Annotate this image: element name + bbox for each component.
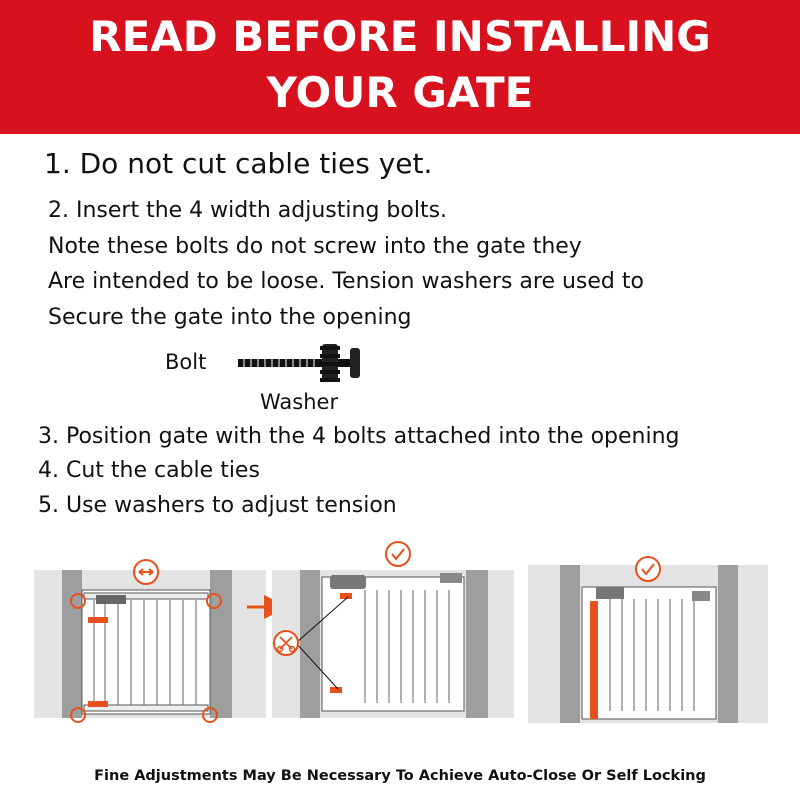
check-icon (636, 557, 660, 581)
step-3-text: 3. Position gate with the 4 bolts attached into the opening (38, 424, 680, 449)
step-1-text: 1. Do not cut cable ties yet. (44, 147, 433, 180)
header-title-line-2: YOUR GATE (266, 68, 534, 117)
step-2-line-2: Note these bolts do not screw into the gate they (48, 234, 582, 259)
washer-label: Washer (260, 390, 339, 414)
step-2-line-4: Secure the gate into the opening (48, 305, 412, 330)
header-banner (0, 0, 800, 134)
bolt-label: Bolt (165, 350, 207, 374)
scissors-icon (274, 631, 298, 655)
header-title-line-1: READ BEFORE INSTALLING (89, 12, 711, 61)
diagram-panel-2 (272, 542, 514, 718)
double-arrow-icon (134, 560, 158, 584)
footer-note: Fine Adjustments May Be Necessary To Achieve Auto-Close Or Self Locking (94, 768, 706, 784)
step-2-line-1: 2. Insert the 4 width adjusting bolts. (48, 198, 448, 223)
step-2-line-3: Are intended to be loose. Tension washers are used to (48, 269, 644, 294)
bolt-icon (236, 338, 366, 388)
diagram-panel-1 (34, 560, 266, 722)
step-5-text: 5. Use washers to adjust tension (38, 493, 397, 518)
step-4-text: 4. Cut the cable ties (38, 458, 260, 483)
installation-diagrams (0, 535, 800, 735)
check-icon (386, 542, 410, 566)
diagram-panel-3 (528, 557, 768, 723)
